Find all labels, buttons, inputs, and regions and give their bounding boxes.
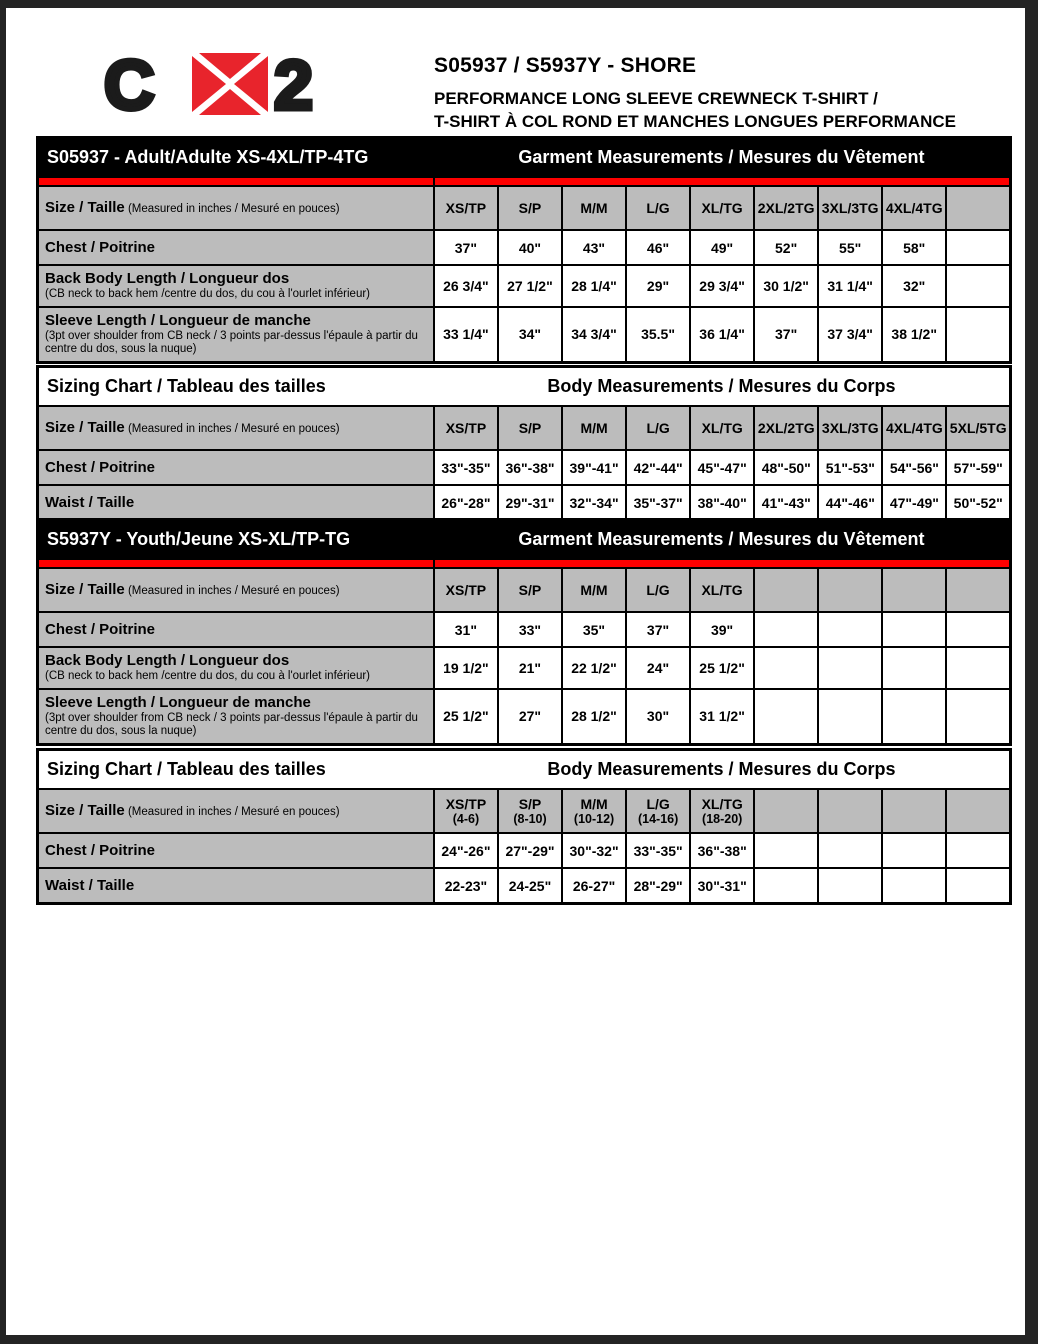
measurement-cell: 27"-29" xyxy=(498,833,562,868)
measurement-cell: 33" xyxy=(498,612,562,647)
measurement-cell: 36"-38" xyxy=(498,450,562,485)
size-column-header: 4XL/4TG xyxy=(882,186,946,230)
measurement-cell: 24"-26" xyxy=(434,833,498,868)
empty-cell xyxy=(946,647,1010,689)
size-column-header: XL/TG xyxy=(690,568,754,612)
red-accent-bar xyxy=(434,559,1011,568)
red-accent-bar xyxy=(38,559,434,568)
empty-header-cell xyxy=(818,568,882,612)
logo-digit-2: 2 xyxy=(274,52,313,116)
measurement-cell: 36 1/4" xyxy=(690,307,754,363)
empty-header-cell xyxy=(882,789,946,833)
empty-cell xyxy=(818,647,882,689)
measurement-cell: 44"-46" xyxy=(818,485,882,521)
size-column-header: 3XL/3TG xyxy=(818,186,882,230)
row-label: Chest / Poitrine xyxy=(38,450,434,485)
empty-header-cell xyxy=(818,789,882,833)
size-column-header: L/G xyxy=(626,406,690,450)
measurement-cell: 47"-49" xyxy=(882,485,946,521)
table-subtitle: Body Measurements / Mesures du Corps xyxy=(434,367,1011,407)
empty-cell xyxy=(754,833,818,868)
measurement-cell: 30"-31" xyxy=(690,868,754,904)
table-subtitle: Garment Measurements / Mesures du Vêtement xyxy=(434,520,1011,560)
row-label: Sleeve Length / Longueur de manche (3pt over shoulder from CB neck / 3 points par-dessus l'épaule à partir du centre du dos, sous la nuque) xyxy=(38,307,434,363)
measurement-cell: 34 3/4" xyxy=(562,307,626,363)
size-column-header: XS/TP (4-6) xyxy=(434,789,498,833)
empty-cell xyxy=(882,689,946,745)
measurement-cell: 29 3/4" xyxy=(690,265,754,307)
measurement-cell: 28"-29" xyxy=(626,868,690,904)
empty-cell xyxy=(946,307,1010,363)
measurement-cell: 31 1/2" xyxy=(690,689,754,745)
empty-cell xyxy=(754,868,818,904)
empty-header-cell xyxy=(754,789,818,833)
measurement-cell: 37" xyxy=(754,307,818,363)
size-column-header: M/M (10-12) xyxy=(562,789,626,833)
empty-cell xyxy=(882,868,946,904)
empty-header-cell xyxy=(882,568,946,612)
measurement-cell: 37" xyxy=(434,230,498,265)
adult-garment-measurements-table xyxy=(36,136,1012,364)
document-sheet xyxy=(6,8,1025,1335)
red-accent-bar xyxy=(38,177,434,186)
product-code: S05937 / S5937Y - SHORE xyxy=(434,54,697,77)
empty-cell xyxy=(818,612,882,647)
empty-cell xyxy=(882,612,946,647)
measurement-cell: 52" xyxy=(754,230,818,265)
measurement-cell: 27 1/2" xyxy=(498,265,562,307)
table-title: S5937Y - Youth/Jeune XS-XL/TP-TG xyxy=(38,520,434,560)
measurement-cell: 39" xyxy=(690,612,754,647)
measurement-cell: 24" xyxy=(626,647,690,689)
empty-cell xyxy=(754,647,818,689)
size-column-header: 3XL/3TG xyxy=(818,406,882,450)
empty-cell xyxy=(946,230,1010,265)
youth-body-measurements-table xyxy=(36,748,1012,905)
row-label: Sleeve Length / Longueur de manche (3pt over shoulder from CB neck / 3 points par-dessus l'épaule à partir du centre du dos, sous la nuque) xyxy=(38,689,434,745)
size-row-label: Size / Taille (Measured in inches / Mesuré en pouces) xyxy=(38,568,434,612)
size-column-header: XS/TP xyxy=(434,406,498,450)
measurement-cell: 22-23" xyxy=(434,868,498,904)
size-column-header: M/M xyxy=(562,186,626,230)
measurement-cell: 21" xyxy=(498,647,562,689)
table-subtitle: Body Measurements / Mesures du Corps xyxy=(434,750,1011,790)
empty-cell xyxy=(882,833,946,868)
size-column-header: S/P xyxy=(498,568,562,612)
measurement-cell: 39"-41" xyxy=(562,450,626,485)
row-label: Back Body Length / Longueur dos (CB neck to back hem /centre du dos, du cou à l'ourlet inférieur) xyxy=(38,647,434,689)
product-subtitle-fr: T-SHIRT À COL ROND ET MANCHES LONGUES PERFORMANCE xyxy=(434,112,956,131)
empty-cell xyxy=(818,689,882,745)
measurement-cell: 26 3/4" xyxy=(434,265,498,307)
size-column-header: XL/TG xyxy=(690,406,754,450)
empty-cell xyxy=(946,689,1010,745)
measurement-cell: 31" xyxy=(434,612,498,647)
measurement-cell: 43" xyxy=(562,230,626,265)
size-column-header: S/P xyxy=(498,406,562,450)
measurement-cell: 35"-37" xyxy=(626,485,690,521)
empty-cell xyxy=(946,868,1010,904)
empty-cell xyxy=(818,868,882,904)
size-column-header: L/G xyxy=(626,568,690,612)
size-column-header: M/M xyxy=(562,568,626,612)
size-column-header: M/M xyxy=(562,406,626,450)
table-title: Sizing Chart / Tableau des tailles xyxy=(38,367,434,407)
title-block xyxy=(434,54,994,133)
empty-cell xyxy=(946,265,1010,307)
measurement-cell: 35" xyxy=(562,612,626,647)
empty-header-cell xyxy=(946,789,1010,833)
youth-garment-measurements-table xyxy=(36,518,1012,746)
measurement-cell: 26"-28" xyxy=(434,485,498,521)
product-subtitle-en: PERFORMANCE LONG SLEEVE CREWNECK T-SHIRT / xyxy=(434,89,878,108)
size-column-header: XS/TP xyxy=(434,568,498,612)
table-subtitle: Garment Measurements / Mesures du Vêtement xyxy=(434,138,1011,178)
measurement-cell: 55" xyxy=(818,230,882,265)
measurement-cell: 33 1/4" xyxy=(434,307,498,363)
measurement-cell: 29"-31" xyxy=(498,485,562,521)
logo-letter-c: C xyxy=(104,52,155,116)
measurement-cell: 37 3/4" xyxy=(818,307,882,363)
measurement-cell: 38"-40" xyxy=(690,485,754,521)
size-column-header: S/P xyxy=(498,186,562,230)
row-label: Chest / Poitrine xyxy=(38,833,434,868)
measurement-cell: 24-25" xyxy=(498,868,562,904)
row-label: Waist / Taille xyxy=(38,868,434,904)
measurement-cell: 28 1/2" xyxy=(562,689,626,745)
size-column-header: L/G (14-16) xyxy=(626,789,690,833)
measurement-cell: 31 1/4" xyxy=(818,265,882,307)
measurement-cell: 32"-34" xyxy=(562,485,626,521)
measurement-cell: 26-27" xyxy=(562,868,626,904)
red-accent-bar xyxy=(434,177,1011,186)
size-column-header: L/G xyxy=(626,186,690,230)
cx2-logo xyxy=(104,52,356,116)
size-column-header: XS/TP xyxy=(434,186,498,230)
measurement-cell: 40" xyxy=(498,230,562,265)
size-column-header: 2XL/2TG xyxy=(754,186,818,230)
measurement-cell: 33"-35" xyxy=(626,833,690,868)
empty-header-cell xyxy=(946,568,1010,612)
measurement-cell: 51"-53" xyxy=(818,450,882,485)
empty-header-cell xyxy=(946,186,1010,230)
measurement-cell: 30"-32" xyxy=(562,833,626,868)
measurement-cell: 25 1/2" xyxy=(690,647,754,689)
measurement-cell: 57"-59" xyxy=(946,450,1010,485)
size-row-label: Size / Taille (Measured in inches / Mesuré en pouces) xyxy=(38,186,434,230)
measurement-cell: 30 1/2" xyxy=(754,265,818,307)
size-column-header: 5XL/5TG xyxy=(946,406,1010,450)
table-title: Sizing Chart / Tableau des tailles xyxy=(38,750,434,790)
row-label: Chest / Poitrine xyxy=(38,230,434,265)
size-column-header: 4XL/4TG xyxy=(882,406,946,450)
size-column-header: XL/TG (18-20) xyxy=(690,789,754,833)
size-column-header: XL/TG xyxy=(690,186,754,230)
measurement-cell: 29" xyxy=(626,265,690,307)
empty-cell xyxy=(946,612,1010,647)
logo-x-icon xyxy=(192,53,268,115)
measurement-cell: 35.5" xyxy=(626,307,690,363)
empty-cell xyxy=(754,612,818,647)
measurement-cell: 49" xyxy=(690,230,754,265)
measurement-cell: 45"-47" xyxy=(690,450,754,485)
measurement-cell: 42"-44" xyxy=(626,450,690,485)
row-label: Back Body Length / Longueur dos (CB neck to back hem /centre du dos, du cou à l'ourlet inférieur) xyxy=(38,265,434,307)
measurement-cell: 33"-35" xyxy=(434,450,498,485)
measurement-cell: 54"-56" xyxy=(882,450,946,485)
measurement-cell: 41"-43" xyxy=(754,485,818,521)
measurement-cell: 22 1/2" xyxy=(562,647,626,689)
measurement-cell: 46" xyxy=(626,230,690,265)
size-row-label: Size / Taille (Measured in inches / Mesuré en pouces) xyxy=(38,406,434,450)
size-column-header: S/P (8-10) xyxy=(498,789,562,833)
measurement-cell: 34" xyxy=(498,307,562,363)
measurement-cell: 58" xyxy=(882,230,946,265)
size-column-header: 2XL/2TG xyxy=(754,406,818,450)
measurement-cell: 30" xyxy=(626,689,690,745)
measurement-cell: 38 1/2" xyxy=(882,307,946,363)
row-label: Chest / Poitrine xyxy=(38,612,434,647)
empty-cell xyxy=(754,689,818,745)
measurement-cell: 25 1/2" xyxy=(434,689,498,745)
measurement-cell: 19 1/2" xyxy=(434,647,498,689)
measurement-cell: 27" xyxy=(498,689,562,745)
measurement-cell: 32" xyxy=(882,265,946,307)
measurement-cell: 48"-50" xyxy=(754,450,818,485)
measurement-cell: 37" xyxy=(626,612,690,647)
empty-cell xyxy=(946,833,1010,868)
empty-header-cell xyxy=(754,568,818,612)
empty-cell xyxy=(818,833,882,868)
measurement-cell: 50"-52" xyxy=(946,485,1010,521)
size-row-label: Size / Taille (Measured in inches / Mesuré en pouces) xyxy=(38,789,434,833)
measurement-cell: 36"-38" xyxy=(690,833,754,868)
measurement-cell: 28 1/4" xyxy=(562,265,626,307)
empty-cell xyxy=(882,647,946,689)
adult-body-measurements-table xyxy=(36,365,1012,522)
table-title: S05937 - Adult/Adulte XS-4XL/TP-4TG xyxy=(38,138,434,178)
row-label: Waist / Taille xyxy=(38,485,434,521)
